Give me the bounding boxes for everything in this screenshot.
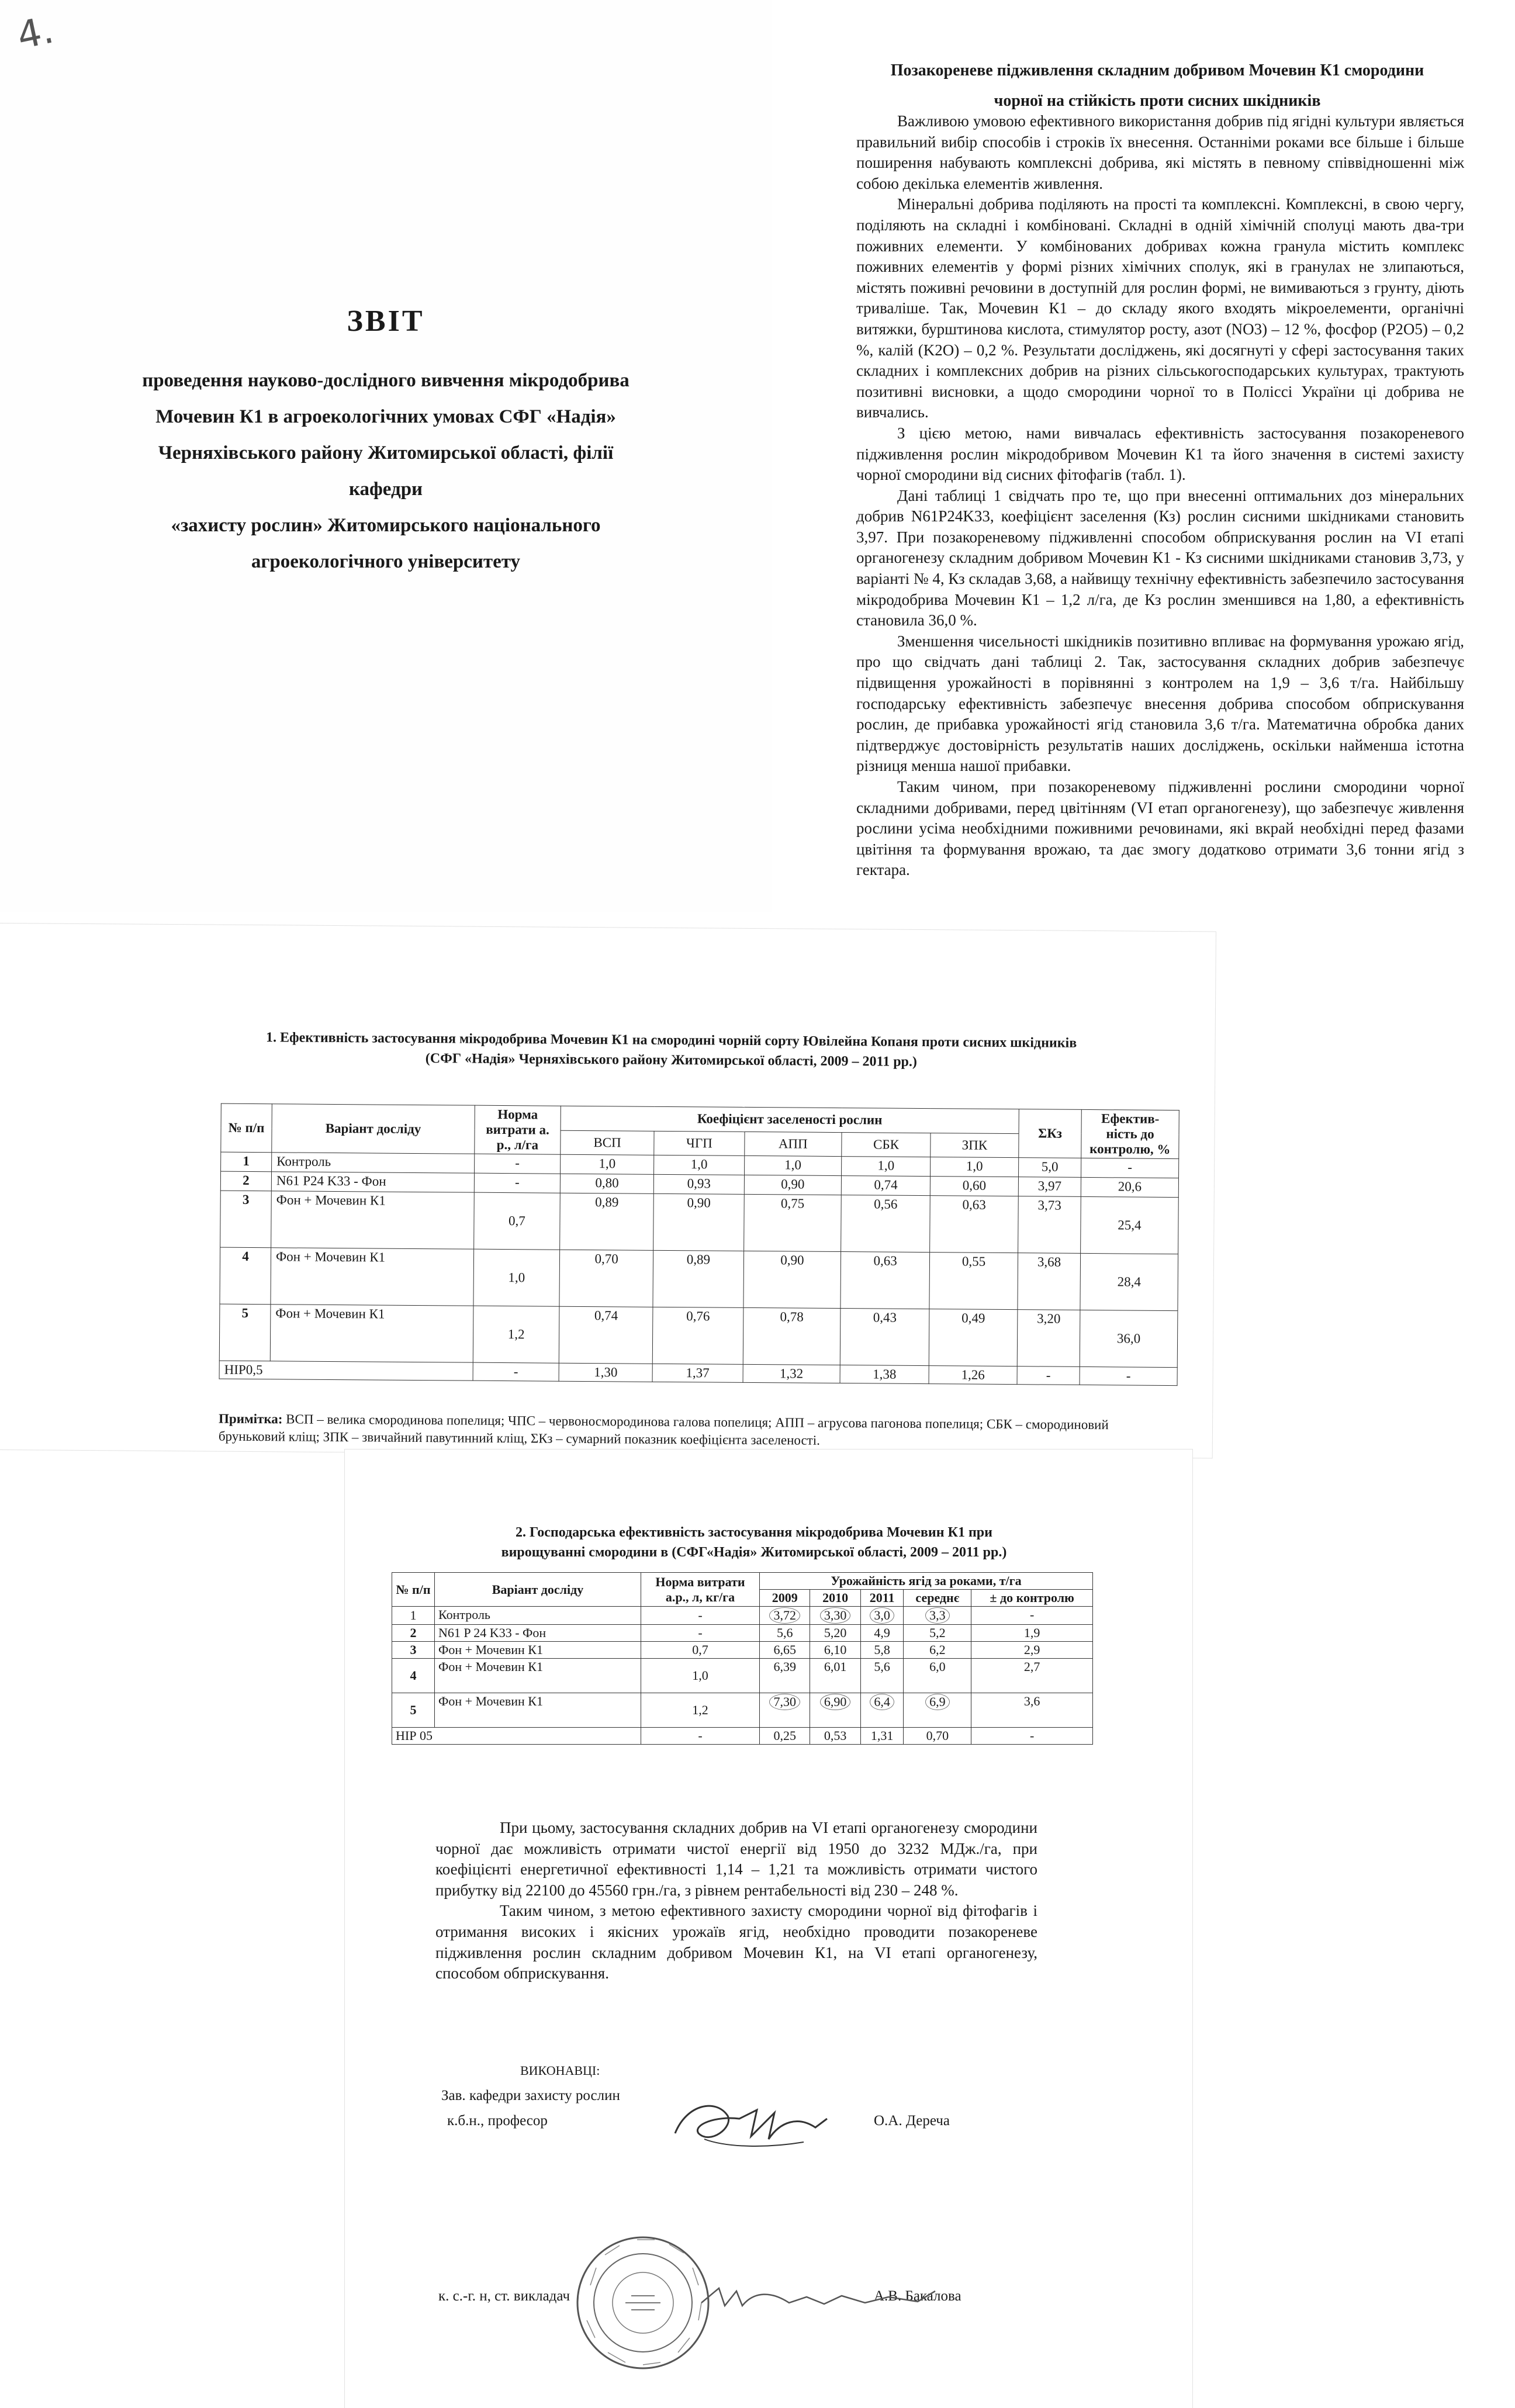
paragraph: Дані таблиці 1 свідчать про те, що при внесенні оптимальних доз мінеральних добрив N61P24K33, коефіцієнт заселення (Кз) рослин сисними шкідниками становить 3,97. При позакореневому підживленні способом обприскування рослин на VI етапі органогенезу складним добривом Мочевин К1 - Кз сисними шкідниками становив 3,73, у варіанті № 4, Кз складав 3,68, а найвищу технічну ефективність забезпечило застосування мікродобрива Мочевин К1 – 1,2 л/га, де Кз рослин зменшився на 1,80, а ефективність становила 36,0 %.	[856, 486, 1464, 629]
table-cell	[760, 1642, 810, 1659]
table-cell: 0,76	[653, 1307, 743, 1364]
table-cell: 0,89	[653, 1250, 743, 1307]
table-cell: -	[1081, 1158, 1179, 1178]
table-cell	[971, 1607, 1093, 1625]
caption-line: вирощуванні смородини в (СФГ«Надія» Житомирської області, 2009 – 2011 рр.)	[501, 1545, 1007, 1560]
table-row	[392, 1642, 1093, 1659]
paragraph: Таким чином, з метою ефективного захисту смородини чорної від фітофагів і отримання високих і якісних урожаїв ягід, необхідно проводити позакореневе підживлення рослин складним добривом Мочевин К1, на VI етапі органогенезу, способом обприскування.	[435, 1902, 1037, 1983]
table-cell: 0,75	[743, 1194, 841, 1251]
table-cell: 1,0	[641, 1659, 760, 1693]
table-cell: N61 P24 K33 - Фон	[271, 1172, 474, 1192]
sub-col-header: ЧГП	[654, 1131, 745, 1156]
table-cell	[904, 1693, 971, 1728]
table-row	[220, 1191, 1179, 1254]
table-cell: 0,70	[559, 1250, 653, 1307]
caption-line: 1. Ефективність застосування мікродобрива Мочевин К1 на смородині чорній сорту Ювілейна Копаня проти сисних шкідників	[265, 1030, 1077, 1051]
signature-2	[696, 2279, 941, 2314]
table-row	[392, 1693, 1093, 1728]
cell-value: 3,30	[820, 1607, 851, 1624]
article-body	[856, 111, 1464, 881]
subtitle-line: агроекологічного університету	[251, 551, 521, 572]
table-cell: 0,74	[559, 1306, 653, 1364]
table-cell: 20,6	[1081, 1177, 1178, 1197]
table-cell: Фон + Мочевин К1	[270, 1305, 473, 1362]
title-page	[0, 0, 772, 912]
cell-value: 5,6	[874, 1659, 890, 1674]
table-cell: 0,7	[474, 1192, 561, 1250]
table-row	[392, 1607, 1093, 1625]
table-cell: 0,63	[840, 1252, 930, 1309]
paragraph: Таким чином, при позакореневому підживленні рослини смородини чорної складними добривами, перед цвітінням (VI етап органогенезу), що забезпечує живлення рослини усіма необхідними поживними речовинами, які вкрай необхідні перед фазами цвітіння та формування врожаю, та дає змогу додатково отримати 3,6 тонни ягід з гектара.	[856, 778, 1464, 879]
subtitle-line: проведення науково-дослідного вивчення мікродобрива	[142, 370, 629, 391]
table-cell: 0,7	[641, 1642, 760, 1659]
table-cell: 1,0	[561, 1154, 655, 1174]
table-cell: 0,63	[930, 1196, 1019, 1253]
table-row	[220, 1247, 1178, 1310]
table-cell: 0,53	[810, 1728, 860, 1745]
table-cell: -	[474, 1173, 560, 1193]
cell-value: 6,65	[773, 1642, 796, 1657]
table-row	[392, 1625, 1093, 1642]
sub-col-header: ± до контролю	[971, 1590, 1093, 1607]
table-cell: 3	[392, 1642, 435, 1659]
cell-value: 6,10	[824, 1642, 847, 1657]
table1-caption	[174, 1027, 1168, 1074]
handwritten-page-mark: 4.	[13, 8, 58, 58]
table-cell	[760, 1693, 810, 1728]
table-cell: Фон + Мочевин К1	[435, 1693, 641, 1728]
table-cell: 3,68	[1018, 1253, 1081, 1310]
sub-col-header: АПП	[744, 1132, 842, 1157]
table-cell: 0,25	[760, 1728, 810, 1745]
paragraph: При цьому, застосування складних добрив на VI етапі органогенезу смородини чорної дає можливість отримати чистої енергії від 1950 до 3232 МДж./га, при коефіцієнті енергетичної ефективності 1,14 – 1,21 та можливість отримати чистого прибутку від 22100 до 45560 грн./га, з рівнем рентабельності від 230 – 248 %.	[435, 1819, 1037, 1899]
col-header: № п/п	[392, 1573, 435, 1607]
col-header: Ефектив-ність до контролю, %	[1081, 1109, 1180, 1158]
table-cell: 5	[392, 1693, 435, 1728]
table-cell: 1,2	[641, 1693, 760, 1728]
heading-line: чорної на стійкість проти сисних шкідників	[994, 92, 1321, 110]
table-cell: N61 P 24 K33 - Фон	[435, 1625, 641, 1642]
table-cell: 0,49	[929, 1309, 1018, 1366]
cell-value: 5,2	[929, 1625, 946, 1640]
caption-line: (СФГ «Надія» Черняхівського району Житомирської області, 2009 – 2011 рр.)	[425, 1051, 918, 1070]
cell-value: 6,9	[925, 1694, 950, 1710]
table-cell: 1,31	[860, 1728, 904, 1745]
table-cell: 3,20	[1017, 1310, 1080, 1367]
table-cell: 2	[392, 1625, 435, 1642]
table-cell: 28,4	[1080, 1253, 1178, 1310]
subtitle-line: «захисту рослин» Житомирського національного	[171, 515, 601, 536]
sub-col-header: ВСП	[561, 1130, 655, 1155]
table-cell	[904, 1642, 971, 1659]
table-cell: 1,30	[559, 1363, 653, 1382]
table-cell	[971, 1659, 1093, 1693]
table-cell	[860, 1642, 904, 1659]
table-cell: -	[641, 1728, 760, 1745]
table-cell: 1,37	[652, 1364, 742, 1382]
table-cell: 1,0	[744, 1155, 842, 1175]
col-header: № п/п	[221, 1103, 272, 1153]
table-cell	[904, 1659, 971, 1693]
sub-col-header: 2011	[860, 1590, 904, 1607]
position-1-degree: к.б.н., професор	[447, 2113, 548, 2129]
cell-value: 3,0	[870, 1607, 894, 1624]
table-cell: 0,43	[840, 1309, 929, 1366]
subtitle-line: Мочевин К1 в агроекологічних умовах СФГ «Надія»	[155, 406, 616, 427]
table-cell: 5,0	[1019, 1158, 1081, 1178]
table-cell: 36,0	[1080, 1310, 1178, 1367]
cell-value: -	[1029, 1607, 1035, 1622]
table-cell	[810, 1607, 860, 1625]
table-cell: -	[475, 1154, 561, 1174]
cell-value: 6,4	[870, 1694, 894, 1710]
note-label: Примітка:	[219, 1411, 283, 1427]
article-page	[795, 0, 1515, 912]
cell-value: 1,9	[1023, 1625, 1040, 1640]
table-cell: 3,97	[1018, 1177, 1081, 1197]
table-cell: -	[641, 1625, 760, 1642]
col-header: Норма витрати а. р., л/га	[475, 1105, 561, 1154]
caption-line: 2. Господарська ефективність застосування мікродобрива Мочевин К1 при	[516, 1525, 992, 1540]
table-cell	[760, 1607, 810, 1625]
table-cell	[904, 1607, 971, 1625]
table-cell: 4	[392, 1659, 435, 1693]
article-heading	[848, 56, 1467, 116]
table1-note	[219, 1410, 1177, 1452]
table-cell: -	[641, 1607, 760, 1625]
table-cell: 0,56	[841, 1195, 931, 1253]
report-subtitle	[129, 362, 643, 580]
table-cell: Фон + Мочевин К1	[271, 1248, 474, 1306]
table2-caption	[403, 1523, 1105, 1562]
cell-value: 6,2	[929, 1642, 946, 1657]
col-header: ΣКз	[1019, 1109, 1082, 1158]
name-1: О.А. Дереча	[874, 2113, 950, 2129]
table-cell: 2	[220, 1171, 271, 1191]
table1-page	[0, 923, 1216, 1458]
cell-value: 4,9	[874, 1625, 890, 1640]
table-cell: 0,78	[743, 1307, 840, 1365]
table-cell: 1,0	[473, 1249, 560, 1306]
table-cell: 0,70	[904, 1728, 971, 1745]
table-cell: НІР0,5	[219, 1361, 473, 1381]
table-cell: 3,73	[1018, 1196, 1081, 1254]
cell-value: 6,90	[820, 1694, 851, 1710]
table-cell: Фон + Мочевин К1	[271, 1191, 475, 1249]
table-cell: 0,60	[930, 1177, 1018, 1196]
table-cell	[760, 1625, 810, 1642]
table-cell: 0,93	[654, 1174, 744, 1194]
note-text: ВСП – велика смородинова попелиця; ЧПС – червоносмородинова галова попелиця; АПП – агрусова пагонова попелиця; СБК – смородиновий бруньковий кліщ; ЗПК – звичайний павутинний кліщ, ΣКз – сумарний показник коефіцієнта заселеності.	[218, 1411, 1109, 1448]
table-cell	[860, 1693, 904, 1728]
table-cell: 1	[221, 1152, 272, 1172]
table-cell: 1,0	[842, 1157, 931, 1177]
table-cell: -	[971, 1728, 1093, 1745]
table-cell: 0,90	[653, 1193, 744, 1251]
paragraph: З цією метою, нами вивчалась ефективність застосування позакореневого підживлення рослин мікродобривом Мочевин К1 та його значення в системі захисту чорної смородини від сисних фітофагів (табл. 1).	[856, 424, 1464, 484]
subtitle-line: Черняхівського району Житомирської області, філії кафедри	[158, 442, 614, 500]
table-cell: НІР 05	[392, 1728, 641, 1745]
pest-efficiency-table	[219, 1103, 1180, 1386]
sub-col-header: СБК	[842, 1132, 931, 1157]
cell-value: 3,6	[1023, 1694, 1040, 1708]
table-cell: 25,4	[1081, 1196, 1179, 1254]
paragraph: Важливою умовою ефективного використання добрив під ягідні культури являється правильний вибір способів і строків їх внесення. Останніми роками все більше і більше поширення набувають комплексні добрива, які містять в певному співвідношенні між собою декілька елементів живлення.	[856, 112, 1464, 192]
sub-col-header: 2009	[760, 1590, 810, 1607]
cell-value: 5,6	[776, 1625, 793, 1640]
col-header: Норма витрати а.р., л, кг/га	[641, 1573, 760, 1607]
paragraph: Зменшення чисельності шкідників позитивно впливає на формування урожаю ягід, про що свідчать дані таблиці 2. Так, застосування складних добрив забезпечує підвищення урожайності в порівнянні з контролем на 1,9 – 3,6 т/га. Найбільшу господарську ефективність забезпечує внесення добрива способом обприскування рослин, де прибавка урожайності ягід становила 3,6 т/га. Математична обробка даних підтверджує достовірність результатів наших досліджень, оскільки найменша істотна різниця менша нашої прибавки.	[856, 632, 1464, 775]
table-cell: 0,90	[743, 1251, 841, 1308]
cell-value: 2,7	[1023, 1659, 1040, 1674]
table-cell: 1,32	[743, 1364, 840, 1383]
signature-1	[663, 2092, 839, 2157]
col-header: Варіант досліду	[435, 1573, 641, 1607]
col-header: Варіант досліду	[272, 1104, 475, 1154]
table-cell	[971, 1693, 1093, 1728]
yield-table	[392, 1572, 1093, 1745]
table-cell: 0,89	[560, 1193, 654, 1250]
table-cell: Фон + Мочевин К1	[435, 1659, 641, 1693]
table-cell: 1,0	[654, 1155, 744, 1175]
table-cell: 0,90	[744, 1175, 842, 1195]
report-title: ЗВІТ	[347, 305, 425, 338]
table-cell: 1,2	[473, 1306, 559, 1363]
cell-value: 6,0	[929, 1659, 946, 1674]
executors-label: ВИКОНАВЦІ:	[520, 2063, 600, 2078]
cell-value: 3,72	[769, 1607, 800, 1624]
table-cell	[860, 1607, 904, 1625]
table-cell: 5	[219, 1304, 271, 1361]
conclusion	[435, 1818, 1037, 1984]
table-cell: 1,0	[931, 1157, 1019, 1177]
university-seal	[573, 2233, 713, 2373]
position-1: Зав. кафедри захисту рослин	[441, 2088, 620, 2103]
table-cell	[904, 1625, 971, 1642]
col-header: Урожайність ягід за роками, т/га	[760, 1573, 1093, 1590]
table-cell	[860, 1625, 904, 1642]
paragraph: Мінеральні добрива поділяють на прості та комплексні. Комплексні, в свою чергу, поділяють на складні і комбіновані. Складні в одній хімічній сполуці мають два-три поживних елементи. У комбінованих добривах кожна гранула містить комплекс поживних елементів у формі різних хімічних сполук, які в гранулах не злипаються, містять поживні речовини в доступній для рослин формі, не вимиваються з грунту, діють триваліше. Так, Мочевин К1 – до складу якого входять мікроелементи, органічні витяжки, бурштинова кислота, стимулятор росту, азот (NO3) – 12 %, фосфор (P2O5) – 0,2 %, калій (K2O) – 0,2 %. Результати досліджень, які досягнуті у сфері застосування таких складних і комплексних добрив на різних сільськогосподарських культурах, трактують позитивні висновки, а щодо смородини чорної то в Поліссі України ці добрива не вивчались.	[856, 195, 1464, 421]
table-cell	[860, 1659, 904, 1693]
table-cell: 4	[220, 1247, 271, 1305]
table-cell: 0,74	[842, 1176, 931, 1196]
table-cell: -	[1017, 1366, 1080, 1385]
sub-col-header: 2010	[810, 1590, 860, 1607]
hir-row	[392, 1728, 1093, 1745]
table-cell	[760, 1659, 810, 1693]
col-header: Коефіцієнт заселеності рослин	[561, 1106, 1019, 1133]
table-cell: -	[1080, 1366, 1177, 1385]
table-cell: Контроль	[272, 1153, 475, 1173]
table-cell: 1,26	[929, 1366, 1017, 1385]
cell-value: 5,20	[824, 1625, 847, 1640]
sub-col-header: ЗПК	[931, 1133, 1019, 1158]
table-cell	[971, 1625, 1093, 1642]
table-cell: 1	[392, 1607, 435, 1625]
name-2: А.В. Бакалова	[874, 2288, 961, 2304]
table-row	[219, 1304, 1178, 1367]
table-cell	[810, 1659, 860, 1693]
table-row	[392, 1659, 1093, 1693]
cell-value: 6,39	[773, 1659, 796, 1674]
table-cell	[810, 1693, 860, 1728]
table-cell	[810, 1625, 860, 1642]
position-2: к. с.-г. н, ст. викладач	[438, 2288, 570, 2304]
cell-value: 3,3	[925, 1607, 950, 1624]
table-cell	[810, 1642, 860, 1659]
table-cell	[971, 1642, 1093, 1659]
cell-value: 6,01	[824, 1659, 847, 1674]
table-cell: Контроль	[435, 1607, 641, 1625]
table-cell: 1,38	[840, 1365, 929, 1384]
cell-value: 2,9	[1023, 1642, 1040, 1657]
table-cell: 3	[220, 1191, 272, 1248]
table-cell: 0,55	[929, 1253, 1018, 1310]
cell-value: 5,8	[874, 1642, 890, 1657]
table-cell: 0,80	[560, 1174, 654, 1193]
heading-line: Позакореневе підживлення складним добривом Мочевин К1 смородини	[890, 61, 1424, 79]
table-cell: -	[473, 1362, 559, 1381]
table2-page	[345, 1449, 1192, 2408]
cell-value: 7,30	[769, 1694, 800, 1710]
table-cell: Фон + Мочевин К1	[435, 1642, 641, 1659]
sub-col-header: середнє	[904, 1590, 971, 1607]
